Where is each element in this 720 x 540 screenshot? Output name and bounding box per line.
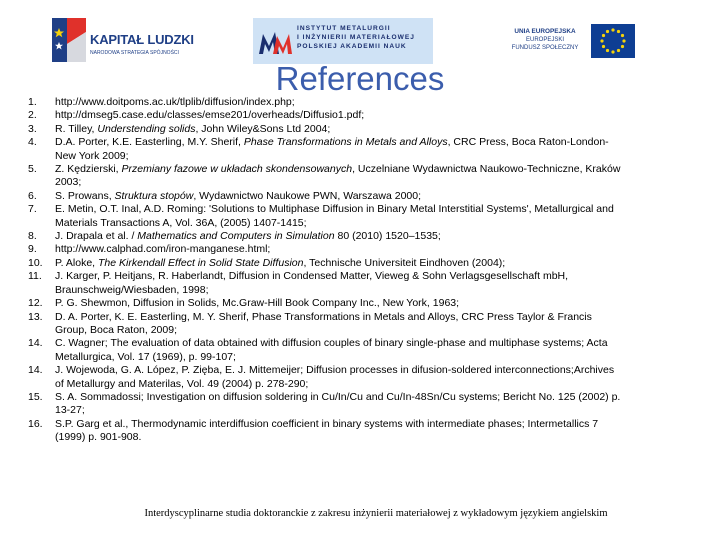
reference-text-part: http://www.calphad.com/iron-manganese.html; xyxy=(55,243,271,256)
reference-text xyxy=(55,243,710,256)
institute-line-1: INSTYTUT METALURGII xyxy=(297,25,391,32)
reference-text-part: J. Drapala et al. / xyxy=(55,230,138,243)
reference-item xyxy=(0,391,720,418)
reference-text xyxy=(55,364,710,391)
eu-line-3: FUNDUSZ SPOŁECZNY xyxy=(511,45,579,51)
reference-number: 16. xyxy=(28,417,43,430)
reference-text xyxy=(55,203,710,230)
reference-text-part: P. G. Shewmon, Diffusion in Solids, Mc.Graw-Hill Book Company Inc., New York, 1963; xyxy=(55,297,460,310)
reference-text xyxy=(55,418,710,445)
institute-emblem-icon xyxy=(257,26,293,56)
reference-title-italic: Phase Transformations in Metals and Alloys xyxy=(243,136,448,149)
reference-item xyxy=(0,337,720,364)
institute-line-3: POLSKIEJ AKADEMII NAUK xyxy=(297,43,407,50)
reference-title-italic: The Kirkendall Effect in Solid State Diffusion xyxy=(98,256,304,269)
reference-text xyxy=(55,136,710,163)
reference-item xyxy=(0,96,720,109)
reference-text-part: http://dmseg5.case.edu/classes/emse201/overheads/Diffusio1.pdf; xyxy=(55,109,365,122)
eu-logo xyxy=(505,22,633,62)
reference-text xyxy=(55,311,710,338)
kapital-ludzki-title: KAPITAŁ LUDZKI xyxy=(90,32,194,47)
institute-name xyxy=(297,24,415,51)
reference-text xyxy=(55,190,710,203)
reference-number: 9. xyxy=(28,243,37,256)
reference-number: 6. xyxy=(28,189,37,202)
reference-text-part: http://www.doitpoms.ac.uk/tlplib/diffusion/index.php; xyxy=(55,96,295,108)
eu-text xyxy=(505,28,585,52)
reference-title-italic: Understending solids xyxy=(97,122,196,135)
reference-text xyxy=(55,297,710,310)
kapital-ludzki-emblem-icon xyxy=(52,18,86,62)
reference-number: 8. xyxy=(28,230,37,243)
reference-number: 7. xyxy=(28,203,37,216)
reference-text xyxy=(55,163,710,190)
reference-text xyxy=(55,96,710,109)
reference-text-part: , Technische Universiteit Eindhoven (2004); xyxy=(303,256,506,269)
reference-number: 11. xyxy=(28,270,42,283)
reference-text-part: P. Aloke, xyxy=(55,256,99,269)
reference-number: 14. xyxy=(28,364,43,377)
kapital-ludzki-subtitle: NARODOWA STRATEGIA SPÓJNOŚCI xyxy=(90,50,179,56)
reference-text-part: J. Karger, P. Heitjans, R. Haberlandt, Diffusion in Condensed Matter, Vieweg & Sohn Verlagsgesellschaft mbH, Braunschweig/Wiesbaden, 1998; xyxy=(55,270,569,296)
eu-flag-icon xyxy=(591,24,635,58)
reference-text-part: R. Tilley, xyxy=(55,122,98,135)
eu-line-1: UNIA EUROPEJSKA xyxy=(514,28,576,35)
reference-number: 1. xyxy=(28,96,37,108)
reference-text xyxy=(55,337,710,364)
reference-number: 15. xyxy=(28,390,43,403)
reference-number: 4. xyxy=(28,136,37,149)
reference-item xyxy=(0,257,720,270)
institute-logo xyxy=(253,18,433,64)
reference-item xyxy=(0,297,720,310)
reference-text-part: S. A. Sommadossi; Investigation on diffusion soldering in Cu/In/Cu and Cu/In-48Sn/Cu systems; Bericht No. 125 (2002) p. 13-27; xyxy=(55,390,621,417)
reference-title-italic: Przemiany fazowe w układach skondensowanych xyxy=(121,163,353,176)
footer-caption: Interdyscyplinarne studia doktoranckie z zakresu inżynierii materiałowej z wykładowym językiem angielskim xyxy=(144,508,608,519)
reference-item xyxy=(0,136,720,163)
reference-text-part: , Wydawnictwo Naukowe PWN, Warszawa 2000; xyxy=(193,189,422,202)
reference-item xyxy=(0,364,720,391)
reference-item xyxy=(0,163,720,190)
reference-item xyxy=(0,109,720,122)
reference-text xyxy=(55,230,710,243)
reference-text-part: , CRC Press, Boca Raton-London- New York 2009; xyxy=(55,136,609,162)
eu-line-2: EUROPEJSKI xyxy=(525,37,564,43)
reference-item xyxy=(0,230,720,243)
reference-item xyxy=(0,203,720,230)
reference-text-part: , John Wiley&Sons Ltd 2004; xyxy=(195,122,331,135)
reference-text-part: E. Metin, O.T. Inal, A.D. Roming: 'Solutions to Multiphase Diffusion in Binary Metal Interstitial Systems', Metallurgical and Materials Transactions A, Vol. 36A, (2005) 1407-1415; xyxy=(55,203,614,229)
reference-item xyxy=(0,123,720,136)
reference-text xyxy=(55,123,710,136)
reference-number: 2. xyxy=(28,109,37,122)
reference-number: 12. xyxy=(28,297,43,310)
reference-text xyxy=(55,270,710,297)
references-list xyxy=(0,96,720,445)
reference-text-part: Z. Kędzierski, xyxy=(55,163,122,176)
reference-text-part: 80 (2010) 1520–1535; xyxy=(334,230,441,243)
reference-number: 3. xyxy=(28,122,37,135)
reference-title-italic: Struktura stopów xyxy=(114,189,194,202)
reference-text-part: S. Prowans, xyxy=(55,189,115,202)
reference-number: 13. xyxy=(28,310,43,323)
reference-number: 14. xyxy=(28,337,43,350)
institute-line-2: I INŻYNIERII MATERIAŁOWEJ xyxy=(297,34,415,41)
reference-text-part: , Uczelniane Wydawnictwa Naukowo-Techniczne, Kraków 2003; xyxy=(55,163,621,189)
reference-text-part: D.A. Porter, K.E. Easterling, M.Y. Sherif, xyxy=(55,136,244,149)
reference-item xyxy=(0,311,720,338)
reference-item xyxy=(0,190,720,203)
reference-text-part: D. A. Porter, K. E. Easterling, M. Y. Sherif, Phase Transformations in Metals and Alloys, CRC Press Taylor & Francis Group, Boca Raton, 2009; xyxy=(55,310,592,336)
reference-item xyxy=(0,418,720,445)
reference-item xyxy=(0,270,720,297)
reference-item xyxy=(0,243,720,256)
kapital-ludzki-logo xyxy=(52,18,202,64)
reference-number: 5. xyxy=(28,163,37,176)
reference-number: 10. xyxy=(28,256,43,269)
reference-text-part: J. Wojewoda, G. A. López, P. Zięba, E. J. Mittemeijer; Diffusion processes in difusion-soldered interconnections;Archives of Metallurgy and Materilas, Vol. 49 (2004) p. 278-290; xyxy=(55,364,615,390)
reference-title-italic: Mathematics and Computers in Simulation xyxy=(137,230,335,243)
reference-text xyxy=(55,257,710,270)
reference-text-part: C. Wagner; The evaluation of data obtained with diffusion couples of binary single-phase and multiphase systems; Acta Metallurgica, Vol. 17 (1969), p. 99-107; xyxy=(55,337,608,363)
reference-text-part: S.P. Garg et al., Thermodynamic interdiffusion coefficient in binary systems with intermediate phases; Intermetallics 7 (1999) p. 901-908. xyxy=(55,417,599,444)
page-title: References xyxy=(275,60,445,97)
reference-text xyxy=(55,391,710,418)
reference-text xyxy=(55,109,710,122)
